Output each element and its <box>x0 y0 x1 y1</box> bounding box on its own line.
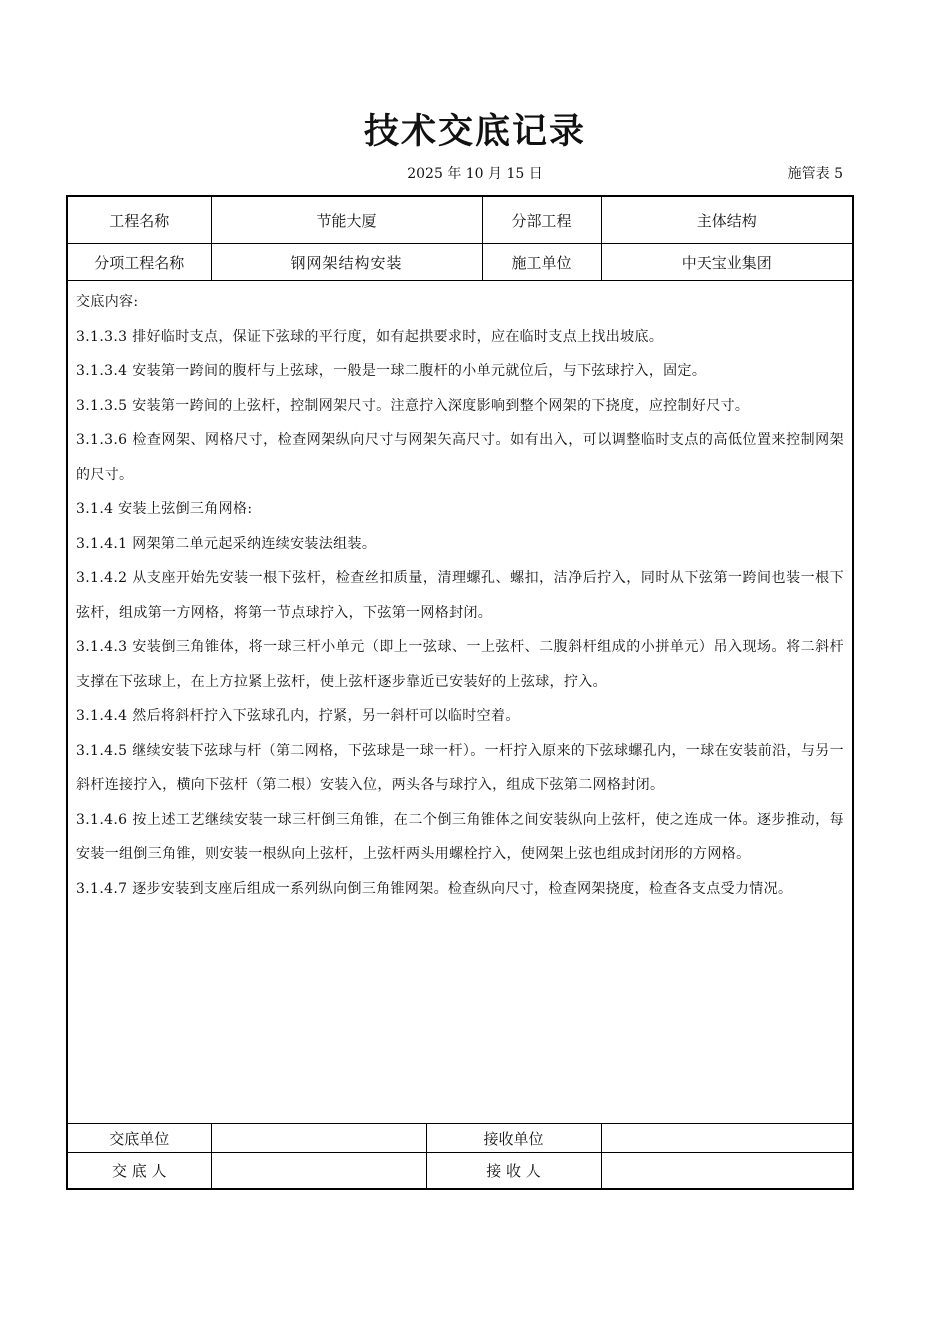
receiver-field[interactable] <box>601 1153 853 1190</box>
subitem-value: 钢网架结构安装 <box>211 244 482 281</box>
project-name-label: 工程名称 <box>67 196 211 244</box>
subitem-row <box>67 244 853 281</box>
division-label: 分部工程 <box>482 196 601 244</box>
division-value: 主体结构 <box>601 196 853 244</box>
record-table <box>66 195 854 1190</box>
handover-unit-label: 交底单位 <box>67 1124 211 1153</box>
content-row <box>67 281 853 1124</box>
content-paragraph: 3.1.4.6 按上述工艺继续安装一球三杆倒三角锥，在二个倒三角锥体之间安装纵向上弦杆，使之连成一体。逐步推动，每安装一组倒三角锥，则安装一根纵向上弦杆，上弦杆两头用螺栓拧入，使网架上弦也组成封闭形的方网格。 <box>76 811 845 862</box>
content-paragraph: 3.1.3.4 安装第一跨间的腹杆与上弦球，一般是一球二腹杆的小单元就位后，与下弦球拧入，固定。 <box>76 363 707 379</box>
content-paragraph: 3.1.3.3 排好临时支点，保证下弦球的平行度，如有起拱要求时，应在临时支点上找出坡底。 <box>76 328 664 345</box>
receiving-unit-field[interactable] <box>601 1124 853 1153</box>
content-heading: 交底内容: <box>76 294 139 310</box>
content-paragraph: 3.1.4.4 然后将斜杆拧入下弦球孔内，拧紧，另一斜杆可以临时空着。 <box>76 708 520 724</box>
contractor-value: 中天宝业集团 <box>601 244 853 281</box>
handover-person-label: 交 底 人 <box>67 1153 211 1190</box>
form-number: 施管表 5 <box>787 166 843 182</box>
content-paragraph: 3.1.4.5 继续安装下弦球与杆（第二网格，下弦球是一球一杆）。一杆拧入原来的下弦球螺孔内，一球在安装前沿，与另一斜杆连接拧入，横向下弦杆（第二根）安装入位，两头各与球拧入，组成下弦第二网格封闭。 <box>76 742 845 793</box>
receiving-unit-label: 接收单位 <box>426 1124 601 1153</box>
content-paragraph: 3.1.3.5 安装第一跨间的上弦杆，控制网架尺寸。注意拧入深度影响到整个网架的下挠度，应控制好尺寸。 <box>76 397 750 414</box>
project-name-value: 节能大厦 <box>211 196 482 244</box>
content-paragraph: 3.1.4.2 从支座开始先安装一根下弦杆，检查丝扣质量，清理螺孔、螺扣，洁净后拧入，同时从下弦第一跨间也装一根下弦杆，组成第一方网格，将第一节点球拧入，下弦第一网格封闭。 <box>76 570 845 621</box>
handover-content <box>67 281 853 1124</box>
document-title: 技术交底记录 <box>363 112 586 152</box>
subitem-label: 分项工程名称 <box>67 244 211 281</box>
content-paragraph: 3.1.4.3 安装倒三角锥体，将一球三杆小单元（即上一弦球、一上弦杆、二腹斜杆组成的小拼单元）吊入现场。将二斜杆支撑在下弦球上，在上方拉紧上弦杆，使上弦杆逐步靠近已安装好的上弦球，拧入。 <box>76 639 845 690</box>
content-paragraph: 3.1.3.6 检查网架、网格尺寸，检查网架纵向尺寸与网架矢高尺寸。如有出入，可以调整临时支点的高低位置来控制网架的尺寸。 <box>76 432 845 483</box>
document-date: 2025 年 10 月 15 日 <box>407 166 543 182</box>
content-paragraph: 3.1.4.7 逐步安装到支座后组成一系列纵向倒三角锥网架。检查纵向尺寸，检查网架挠度，检查各支点受力情况。 <box>76 880 793 897</box>
handover-person-field[interactable] <box>211 1153 426 1190</box>
content-paragraph: 3.1.4.1 网架第二单元起采纳连续安装法组装。 <box>76 535 377 552</box>
project-row <box>67 196 853 244</box>
person-signature-row <box>67 1153 853 1190</box>
unit-signature-row <box>67 1124 853 1153</box>
handover-unit-field[interactable] <box>211 1124 426 1153</box>
contractor-label: 施工单位 <box>482 244 601 281</box>
content-paragraph: 3.1.4 安装上弦倒三角网格: <box>76 501 253 517</box>
content-body <box>76 285 844 906</box>
receiver-label: 接 收 人 <box>426 1153 601 1190</box>
